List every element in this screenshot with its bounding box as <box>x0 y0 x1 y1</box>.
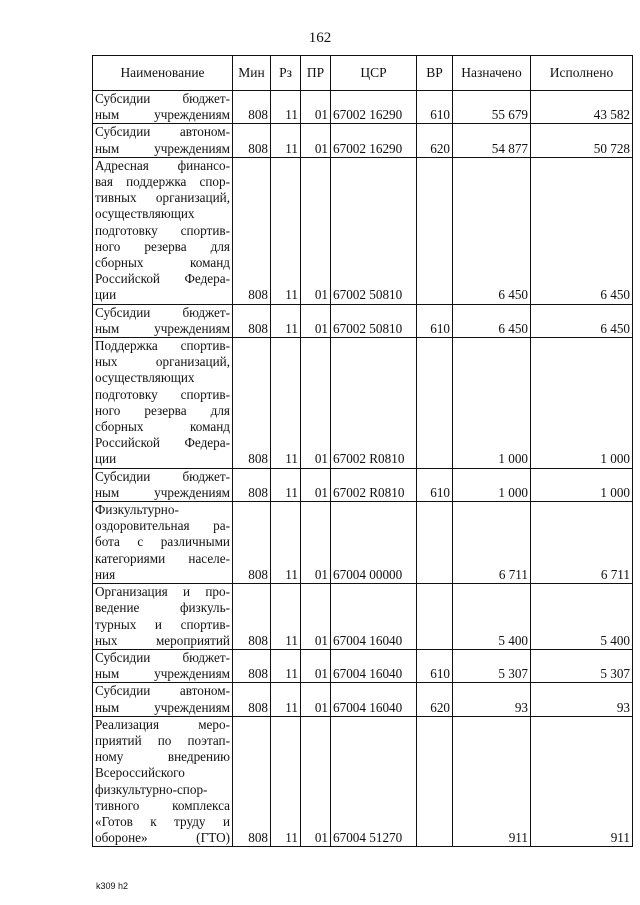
cell-name-line: физкультурно-спор- <box>95 781 208 797</box>
cell-name-line: сборных команд <box>95 255 230 271</box>
cell-vr: 610 <box>417 649 453 682</box>
cell-pr: 01 <box>301 649 331 682</box>
cell-ispolneno: 5 400 <box>531 584 633 650</box>
cell-name-line: обороне» (ГТО) <box>95 830 230 846</box>
cell-name-line: турных и спортив- <box>95 616 230 632</box>
table-row <box>93 338 633 469</box>
cell-csr: 67002 R0810 <box>331 468 417 501</box>
cell-ispolneno: 1 000 <box>531 338 633 469</box>
cell-name-line: приятий по поэтап- <box>95 732 230 748</box>
cell-name-line: подготовку спортив- <box>95 222 230 238</box>
cell-csr: 67004 16040 <box>331 649 417 682</box>
cell-pr: 01 <box>301 124 331 157</box>
cell-name <box>93 157 233 304</box>
cell-name-line: осуществляющих <box>95 370 195 386</box>
cell-name-line: ных организаций, <box>95 354 230 370</box>
cell-name-line: ведение физкуль- <box>95 600 230 616</box>
cell-pr: 01 <box>301 502 331 584</box>
cell-vr: 620 <box>417 124 453 157</box>
cell-name <box>93 584 233 650</box>
cell-name-line: Всероссийского <box>95 765 185 781</box>
cell-ispolneno: 6 450 <box>531 157 633 304</box>
cell-rz: 11 <box>271 468 301 501</box>
cell-name-line: ния <box>95 566 116 582</box>
cell-vr <box>417 502 453 584</box>
cell-name-line: вая поддержка спор- <box>95 174 230 190</box>
cell-name <box>93 716 233 847</box>
cell-name-line: подготовку спортив- <box>95 386 230 402</box>
cell-rz: 11 <box>271 716 301 847</box>
cell-vr <box>417 716 453 847</box>
cell-vr: 610 <box>417 468 453 501</box>
cell-name <box>93 124 233 157</box>
cell-naznacheno: 5 307 <box>453 649 531 682</box>
cell-csr: 67004 16040 <box>331 683 417 716</box>
cell-name-line: ным учреждениям <box>95 666 230 682</box>
cell-csr: 67002 16290 <box>331 124 417 157</box>
cell-name <box>93 338 233 469</box>
footer-code: k309 h2 <box>96 881 129 891</box>
cell-rz: 11 <box>271 338 301 469</box>
cell-naznacheno: 6 450 <box>453 157 531 304</box>
cell-name-line: категориями населе- <box>95 550 230 566</box>
cell-name-line: ного резерва для <box>95 402 230 418</box>
table-row <box>93 716 633 847</box>
cell-ispolneno: 50 728 <box>531 124 633 157</box>
cell-naznacheno: 5 400 <box>453 584 531 650</box>
table-row <box>93 124 633 157</box>
cell-vr: 610 <box>417 304 453 337</box>
header-rz: Рз <box>271 56 301 91</box>
header-min: Мин <box>233 56 271 91</box>
table-row <box>93 649 633 682</box>
cell-naznacheno: 1 000 <box>453 338 531 469</box>
cell-min: 808 <box>233 338 271 469</box>
cell-rz: 11 <box>271 649 301 682</box>
cell-ispolneno: 93 <box>531 683 633 716</box>
cell-csr: 67002 50810 <box>331 157 417 304</box>
header-name: Наименование <box>93 56 233 91</box>
cell-name <box>93 649 233 682</box>
cell-rz: 11 <box>271 584 301 650</box>
cell-name-line: тивных организаций, <box>95 190 230 206</box>
cell-name <box>93 304 233 337</box>
cell-csr: 67004 51270 <box>331 716 417 847</box>
cell-name-line: ным учреждениям <box>95 320 230 336</box>
cell-naznacheno: 1 000 <box>453 468 531 501</box>
cell-name-line: ным учреждениям <box>95 107 230 123</box>
cell-vr: 610 <box>417 91 453 124</box>
cell-rz: 11 <box>271 683 301 716</box>
cell-rz: 11 <box>271 157 301 304</box>
cell-name-line: Субсидии автоном- <box>95 683 230 699</box>
cell-name-line: Российской Федера- <box>95 435 230 451</box>
header-ispolneno: Исполнено <box>531 56 633 91</box>
header-pr: ПР <box>301 56 331 91</box>
cell-name-line: Субсидии бюджет- <box>95 91 230 106</box>
cell-ispolneno: 6 450 <box>531 304 633 337</box>
cell-pr: 01 <box>301 468 331 501</box>
cell-min: 808 <box>233 649 271 682</box>
cell-ispolneno: 1 000 <box>531 468 633 501</box>
cell-vr <box>417 338 453 469</box>
cell-name-line: ным учреждениям <box>95 140 230 156</box>
cell-name-line: Субсидии бюджет- <box>95 649 230 665</box>
cell-name-line: осуществляющих <box>95 206 195 222</box>
cell-pr: 01 <box>301 304 331 337</box>
cell-ispolneno: 911 <box>531 716 633 847</box>
cell-name-line: Субсидии автоном- <box>95 124 230 140</box>
cell-name-line: тивного комплекса <box>95 797 230 813</box>
cell-name-line: ного резерва для <box>95 238 230 254</box>
header-csr: ЦСР <box>331 56 417 91</box>
budget-table <box>92 55 633 847</box>
cell-name <box>93 683 233 716</box>
cell-vr <box>417 157 453 304</box>
cell-csr: 67002 50810 <box>331 304 417 337</box>
cell-pr: 01 <box>301 91 331 124</box>
cell-name-line: Российской Федера- <box>95 271 230 287</box>
cell-name-line: ному внедрению <box>95 749 230 765</box>
table-row <box>93 683 633 716</box>
cell-name-line: бота с различными <box>95 534 230 550</box>
cell-min: 808 <box>233 502 271 584</box>
table-row <box>93 91 633 124</box>
cell-name-line: ции <box>95 287 117 303</box>
cell-min: 808 <box>233 157 271 304</box>
cell-min: 808 <box>233 683 271 716</box>
cell-name-line: Физкультурно- <box>95 502 179 518</box>
cell-csr: 67004 00000 <box>331 502 417 584</box>
cell-name <box>93 468 233 501</box>
cell-naznacheno: 911 <box>453 716 531 847</box>
cell-name <box>93 502 233 584</box>
cell-min: 808 <box>233 304 271 337</box>
cell-naznacheno: 6 450 <box>453 304 531 337</box>
table-row <box>93 584 633 650</box>
cell-vr: 620 <box>417 683 453 716</box>
table-row <box>93 157 633 304</box>
cell-rz: 11 <box>271 124 301 157</box>
cell-naznacheno: 55 679 <box>453 91 531 124</box>
cell-name-line: Адресная финансо- <box>95 157 230 173</box>
cell-name-line: Реализация меро- <box>95 716 230 732</box>
cell-pr: 01 <box>301 584 331 650</box>
cell-name-line: ных мероприятий <box>95 632 230 648</box>
page-number: 162 <box>308 30 332 46</box>
cell-pr: 01 <box>301 683 331 716</box>
cell-ispolneno: 5 307 <box>531 649 633 682</box>
cell-name-line: «Готов к труду и <box>95 813 230 829</box>
cell-min: 808 <box>233 91 271 124</box>
cell-name-line: Организация и про- <box>95 584 230 600</box>
cell-name-line: ции <box>95 451 117 467</box>
cell-csr: 67002 R0810 <box>331 338 417 469</box>
cell-name-line: ным учреждениям <box>95 699 230 715</box>
cell-ispolneno: 43 582 <box>531 91 633 124</box>
cell-csr: 67002 16290 <box>331 91 417 124</box>
cell-name-line: Субсидии бюджет- <box>95 468 230 484</box>
cell-min: 808 <box>233 124 271 157</box>
cell-name-line: сборных команд <box>95 419 230 435</box>
table-row <box>93 468 633 501</box>
cell-min: 808 <box>233 584 271 650</box>
cell-naznacheno: 6 711 <box>453 502 531 584</box>
cell-naznacheno: 54 877 <box>453 124 531 157</box>
cell-name-line: Поддержка спортив- <box>95 338 230 354</box>
cell-rz: 11 <box>271 304 301 337</box>
cell-pr: 01 <box>301 157 331 304</box>
cell-vr <box>417 584 453 650</box>
table-body <box>93 91 633 847</box>
cell-min: 808 <box>233 468 271 501</box>
cell-naznacheno: 93 <box>453 683 531 716</box>
cell-name <box>93 91 233 124</box>
cell-name-line: Субсидии бюджет- <box>95 304 230 320</box>
cell-name-line: ным учреждениям <box>95 484 230 500</box>
table-header-row <box>93 56 633 91</box>
cell-rz: 11 <box>271 502 301 584</box>
table-row <box>93 502 633 584</box>
cell-ispolneno: 6 711 <box>531 502 633 584</box>
cell-pr: 01 <box>301 716 331 847</box>
cell-name-line: оздоровительная ра- <box>95 518 230 534</box>
cell-rz: 11 <box>271 91 301 124</box>
cell-pr: 01 <box>301 338 331 469</box>
cell-csr: 67004 16040 <box>331 584 417 650</box>
header-naznacheno: Назначено <box>453 56 531 91</box>
cell-min: 808 <box>233 716 271 847</box>
table-row <box>93 304 633 337</box>
header-vr: ВР <box>417 56 453 91</box>
